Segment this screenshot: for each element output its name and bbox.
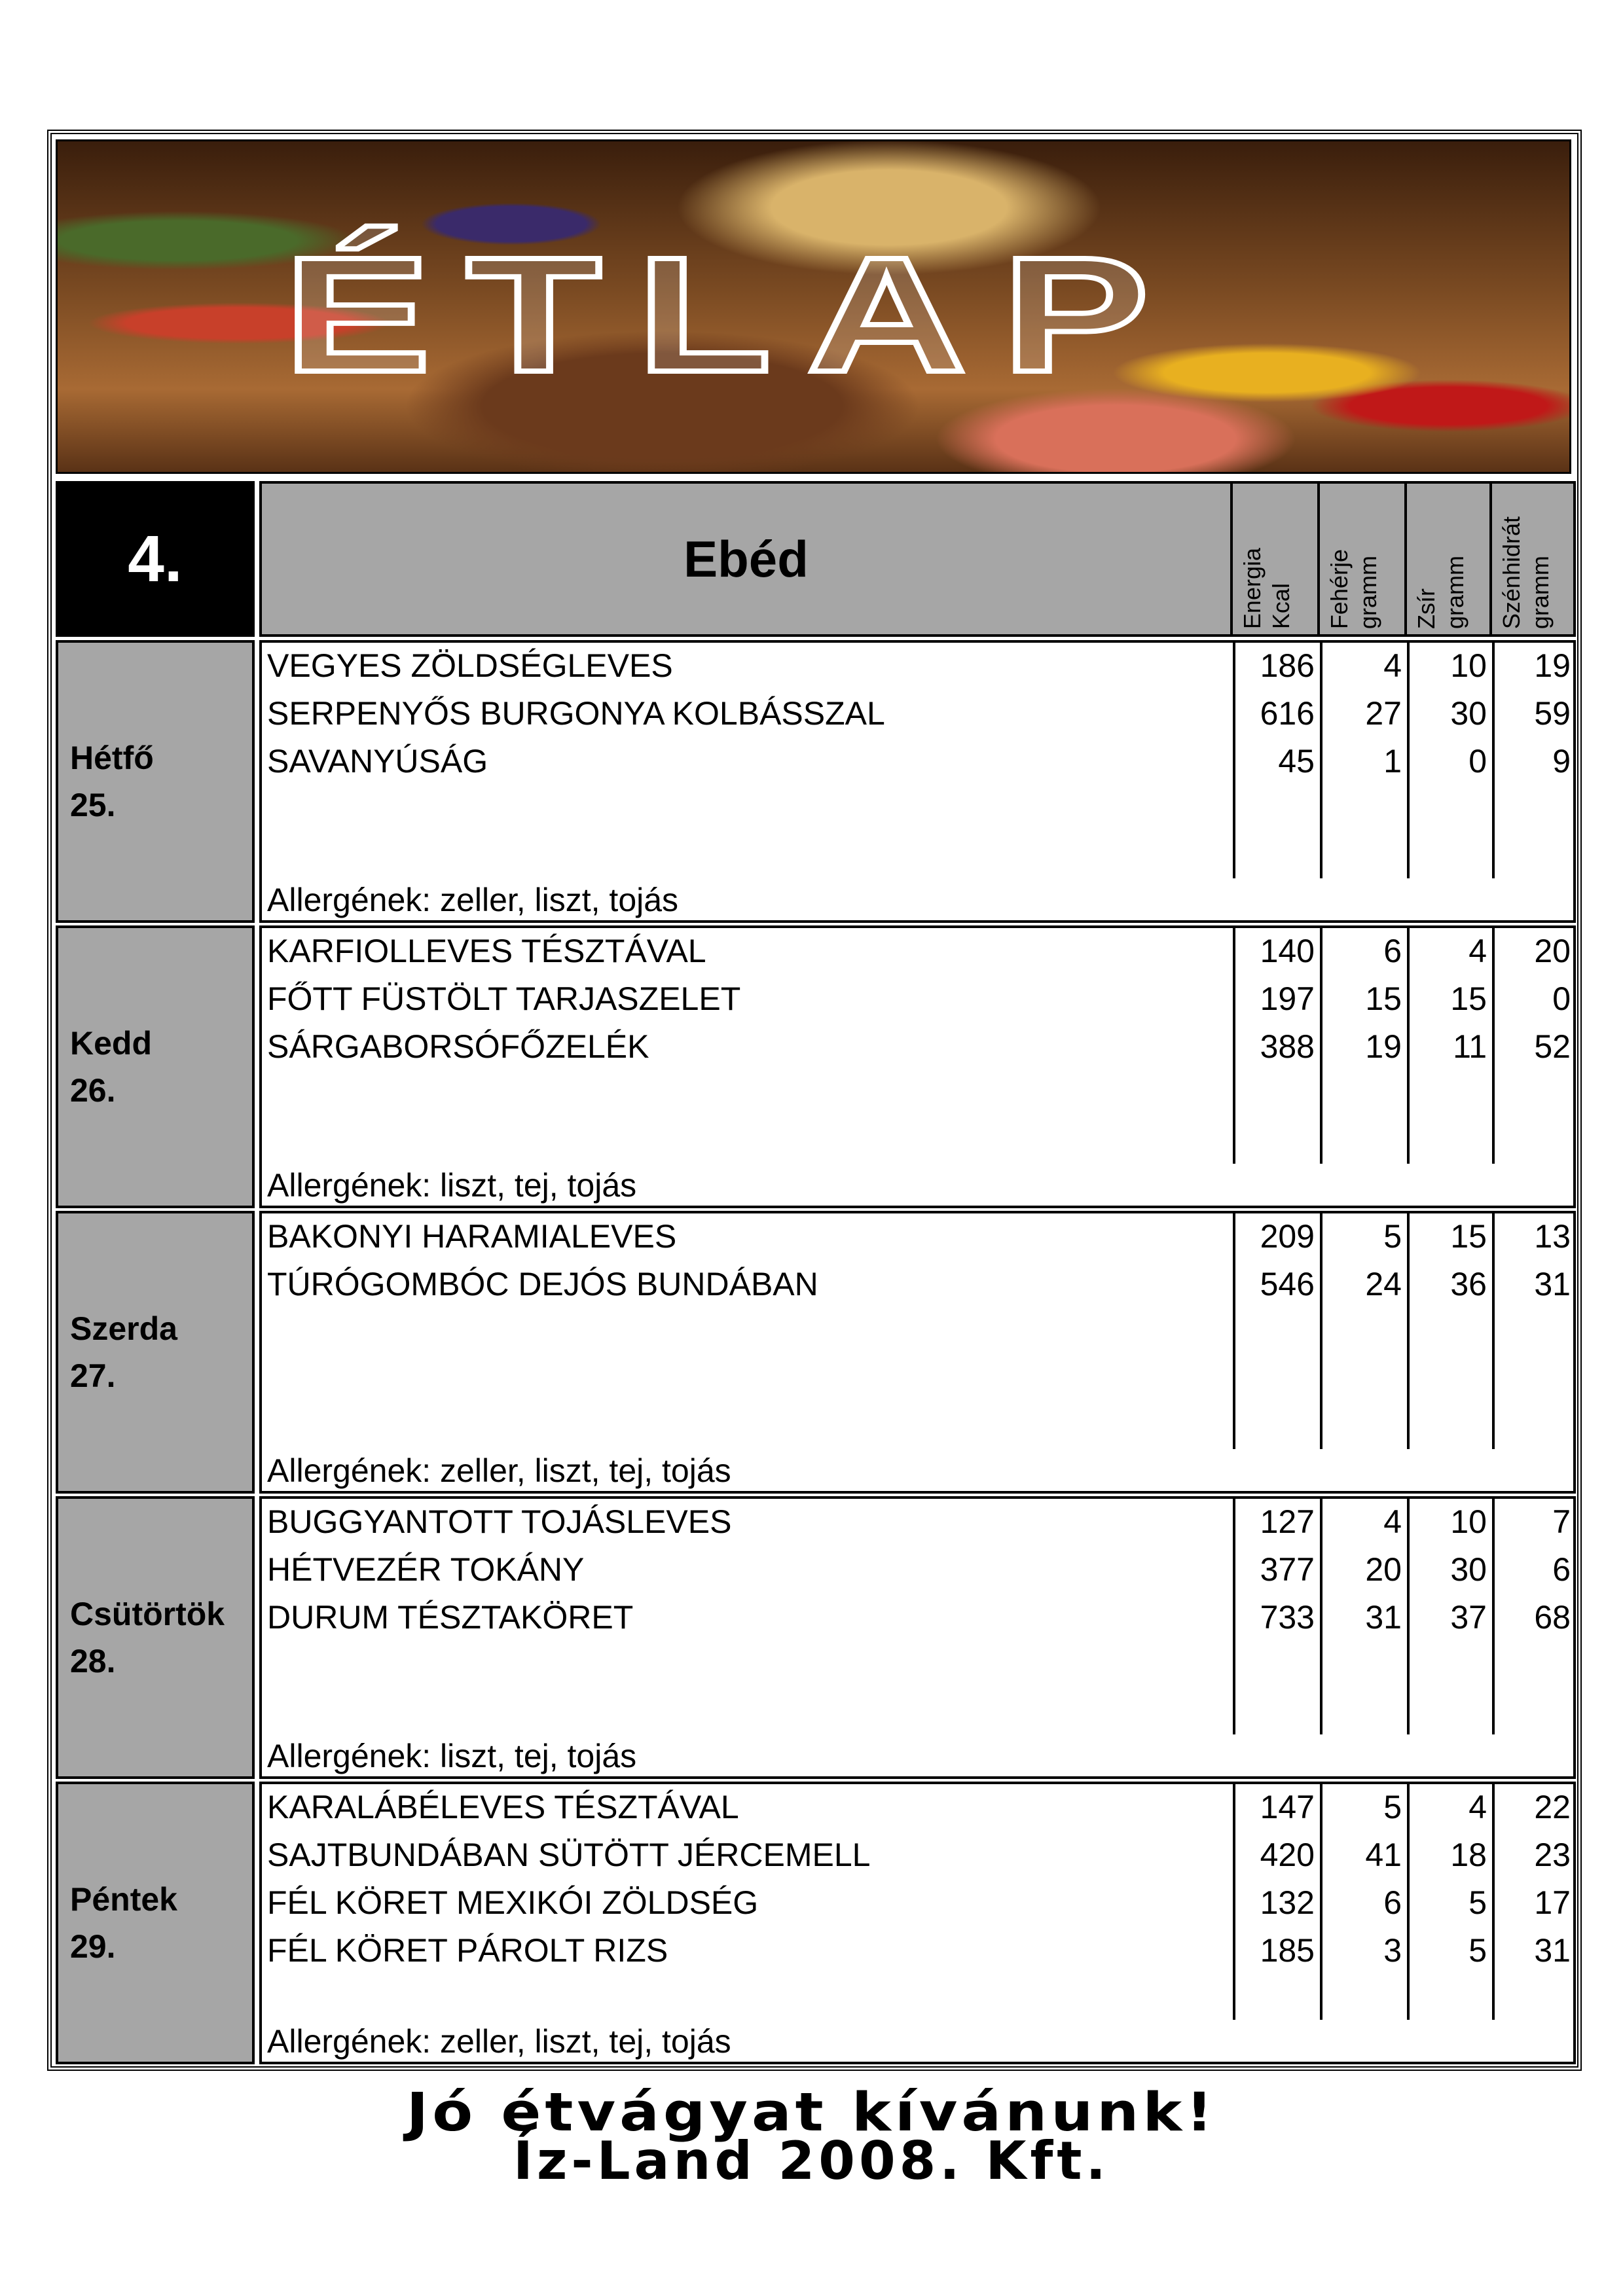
banner-title: ÉTLAP	[283, 223, 1185, 406]
allergens: Allergének: zeller, liszt, tojás	[267, 882, 679, 918]
day-name: Csütörtök	[70, 1596, 225, 1632]
nutrient-value: 4	[1468, 933, 1487, 969]
nutrient-value: 13	[1534, 1218, 1571, 1255]
dish-name: DURUM TÉSZTAKÖRET	[267, 1599, 634, 1636]
nutrient-header-label: Zsír gramm	[1413, 555, 1468, 629]
nutrient-value: 59	[1534, 695, 1571, 732]
nutrient-value: 18	[1450, 1837, 1487, 1873]
nutrient-value: 6	[1383, 933, 1402, 969]
nutrient-value: 10	[1450, 1503, 1487, 1540]
day-date: 25.	[70, 787, 116, 823]
nutrient-value: 4	[1383, 1503, 1402, 1540]
nutrient-value: 68	[1534, 1599, 1571, 1636]
column-divider	[1320, 1784, 1322, 2020]
day-date: 26.	[70, 1072, 116, 1109]
nutrient-header-label: Szénhidrát gramm	[1498, 516, 1554, 629]
nutrient-value: 11	[1453, 1028, 1487, 1065]
dish-name: SÁRGABORSÓFŐZELÉK	[267, 1028, 649, 1065]
nutrient-header-label: Fehérje gramm	[1326, 548, 1381, 629]
dish-name: KARFIOLLEVES TÉSZTÁVAL	[267, 933, 706, 969]
nutrient-value: 52	[1534, 1028, 1571, 1065]
column-divider	[1320, 1213, 1322, 1449]
day-menu	[259, 1496, 1576, 1779]
day-date: 27.	[70, 1357, 116, 1394]
dish-name: FÉL KÖRET MEXIKÓI ZÖLDSÉG	[267, 1884, 759, 1921]
nutrient-value: 4	[1468, 1789, 1487, 1825]
footer-company: Íz-Land 2008. Kft.	[513, 2130, 1110, 2191]
day-cell	[56, 1782, 255, 2064]
nutrient-value: 733	[1260, 1599, 1315, 1636]
nutrient-value: 147	[1260, 1789, 1315, 1825]
nutrient-value: 209	[1260, 1218, 1315, 1255]
nutrient-value: 197	[1260, 980, 1315, 1017]
column-divider	[1233, 1499, 1235, 1734]
footer-greeting: Jó étvágyat kívánunk!	[406, 2081, 1217, 2144]
nutrient-value: 0	[1468, 743, 1487, 780]
column-divider	[1233, 643, 1235, 878]
week-number: 4.	[56, 481, 255, 637]
day-cell	[56, 1496, 255, 1779]
nutrient-header	[1320, 481, 1407, 637]
dish-name: SERPENYŐS BURGONYA KOLBÁSSZAL	[267, 695, 885, 732]
nutrient-value: 31	[1365, 1599, 1402, 1636]
day-menu	[259, 925, 1576, 1208]
nutrient-value: 420	[1260, 1837, 1315, 1873]
dish-name: BUGGYANTOTT TOJÁSLEVES	[267, 1503, 732, 1540]
nutrient-value: 186	[1260, 647, 1315, 684]
day-menu	[259, 640, 1576, 923]
column-divider	[1233, 928, 1235, 1164]
day-menu	[259, 1782, 1576, 2064]
dish-name: FŐTT FÜSTÖLT TARJASZELET	[267, 980, 741, 1017]
nutrient-value: 17	[1534, 1884, 1571, 1921]
nutrient-value: 5	[1383, 1218, 1402, 1255]
day-name: Péntek	[70, 1881, 177, 1918]
nutrient-value: 185	[1260, 1932, 1315, 1969]
nutrient-value: 31	[1534, 1932, 1571, 1969]
nutrient-value: 0	[1552, 980, 1571, 1017]
nutrient-value: 4	[1383, 647, 1402, 684]
nutrient-header	[1492, 481, 1576, 637]
nutrient-value: 132	[1260, 1884, 1315, 1921]
nutrient-value: 5	[1383, 1789, 1402, 1825]
day-name: Kedd	[70, 1025, 152, 1062]
allergens: Allergének: liszt, tej, tojás	[267, 1738, 637, 1774]
nutrient-value: 19	[1365, 1028, 1402, 1065]
nutrient-value: 9	[1552, 743, 1571, 780]
day-name: Szerda	[70, 1310, 177, 1347]
nutrient-value: 45	[1278, 743, 1315, 780]
day-cell	[56, 925, 255, 1208]
nutrient-value: 20	[1365, 1551, 1402, 1588]
nutrient-value: 10	[1450, 647, 1487, 684]
nutrient-value: 127	[1260, 1503, 1315, 1540]
nutrient-header	[1233, 481, 1320, 637]
column-divider	[1233, 1213, 1235, 1449]
dish-name: HÉTVEZÉR TOKÁNY	[267, 1551, 585, 1588]
column-divider	[1320, 643, 1322, 878]
dish-name: FÉL KÖRET PÁROLT RIZS	[267, 1932, 668, 1969]
day-name: Hétfő	[70, 740, 154, 776]
column-divider	[1320, 1499, 1322, 1734]
allergens: Allergének: zeller, liszt, tej, tojás	[267, 2023, 731, 2060]
column-divider	[1233, 1784, 1235, 2020]
day-date: 29.	[70, 1928, 116, 1965]
nutrient-value: 1	[1383, 743, 1402, 780]
nutrient-value: 6	[1383, 1884, 1402, 1921]
dish-name: KARALÁBÉLEVES TÉSZTÁVAL	[267, 1789, 739, 1825]
day-date: 28.	[70, 1643, 116, 1679]
dish-name: VEGYES ZÖLDSÉGLEVES	[267, 647, 673, 684]
nutrient-value: 30	[1450, 1551, 1487, 1588]
nutrient-value: 546	[1260, 1266, 1315, 1302]
banner-image	[56, 139, 1571, 474]
nutrient-value: 377	[1260, 1551, 1315, 1588]
nutrient-value: 616	[1260, 695, 1315, 732]
dish-name: SAJTBUNDÁBAN SÜTÖTT JÉRCEMELL	[267, 1837, 871, 1873]
nutrient-value: 24	[1365, 1266, 1402, 1302]
nutrient-value: 23	[1534, 1837, 1571, 1873]
allergens: Allergének: liszt, tej, tojás	[267, 1167, 637, 1204]
nutrient-value: 41	[1365, 1837, 1402, 1873]
nutrient-header-label: Energia Kcal	[1239, 547, 1294, 629]
nutrient-value: 5	[1468, 1884, 1487, 1921]
nutrient-value: 36	[1450, 1266, 1487, 1302]
meal-title: Ebéd	[259, 481, 1233, 637]
nutrient-value: 140	[1260, 933, 1315, 969]
nutrient-value: 20	[1534, 933, 1571, 969]
nutrient-value: 31	[1534, 1266, 1571, 1302]
nutrient-value: 5	[1468, 1932, 1487, 1969]
dish-name: TÚRÓGOMBÓC DEJÓS BUNDÁBAN	[267, 1266, 818, 1302]
nutrient-value: 27	[1365, 695, 1402, 732]
nutrient-value: 30	[1450, 695, 1487, 732]
day-cell	[56, 640, 255, 923]
nutrient-header	[1407, 481, 1492, 637]
nutrient-value: 15	[1365, 980, 1402, 1017]
nutrient-value: 37	[1450, 1599, 1487, 1636]
nutrient-value: 15	[1450, 1218, 1487, 1255]
dish-name: BAKONYI HARAMIALEVES	[267, 1218, 677, 1255]
nutrient-value: 388	[1260, 1028, 1315, 1065]
nutrient-value: 22	[1534, 1789, 1571, 1825]
allergens: Allergének: zeller, liszt, tej, tojás	[267, 1452, 731, 1489]
column-divider	[1320, 928, 1322, 1164]
dish-name: SAVANYÚSÁG	[267, 743, 488, 780]
nutrient-value: 19	[1534, 647, 1571, 684]
nutrient-value: 6	[1552, 1551, 1571, 1588]
nutrient-value: 15	[1450, 980, 1487, 1017]
day-cell	[56, 1211, 255, 1494]
day-menu	[259, 1211, 1576, 1494]
nutrient-value: 3	[1383, 1932, 1402, 1969]
nutrient-value: 7	[1552, 1503, 1571, 1540]
